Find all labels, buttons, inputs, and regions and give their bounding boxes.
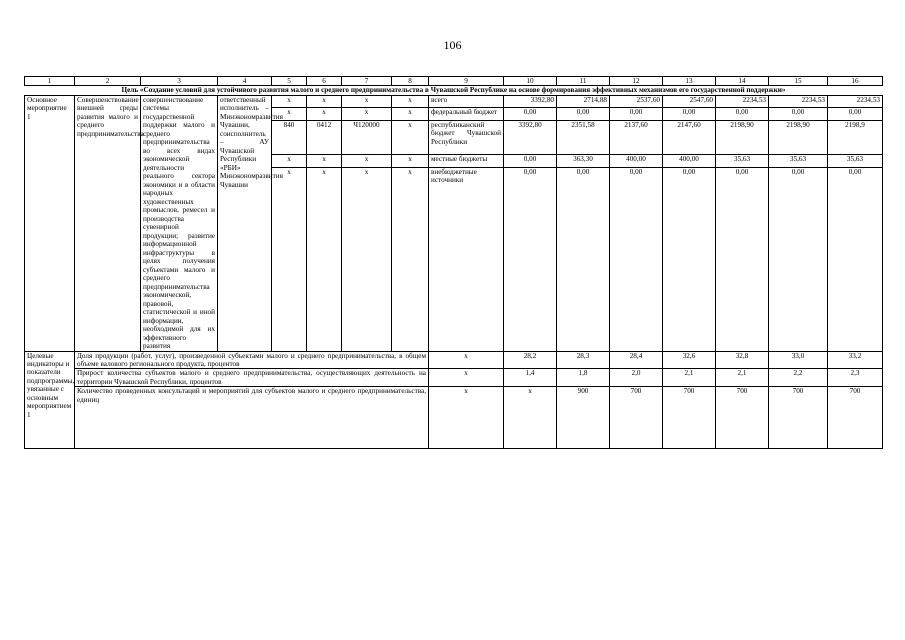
value-cell: 2234,53 — [828, 95, 883, 107]
value-cell: 0,00 — [716, 108, 769, 120]
header-cell: 15 — [769, 77, 828, 86]
code-cell: x — [307, 155, 342, 167]
value-cell: 2,3 — [828, 369, 883, 387]
code-cell: 840 — [272, 120, 307, 154]
value-cell: 2547,60 — [663, 95, 716, 107]
code-cell: Ч120000 — [342, 120, 392, 154]
value-cell: 0,00 — [663, 108, 716, 120]
header-cell: 7 — [342, 77, 392, 86]
value-cell: 35,63 — [769, 155, 828, 167]
activity-label: Основное мероприятие 1 — [25, 95, 75, 351]
code-cell: x — [307, 108, 342, 120]
value-cell: 3392,80 — [504, 120, 557, 154]
value-cell: 32,8 — [716, 351, 769, 369]
header-cell: 16 — [828, 77, 883, 86]
goal-row — [25, 86, 883, 95]
value-cell: 1,8 — [557, 369, 610, 387]
indicator-text: Прирост количества субъектов малого и среднего предпринимательства, осуществляющих деятельность на территории Чувашской Республики, процентов — [75, 369, 429, 387]
value-cell: 0,00 — [828, 167, 883, 351]
value-cell: 2234,53 — [769, 95, 828, 107]
header-cell: 13 — [663, 77, 716, 86]
column-number-row — [25, 77, 883, 86]
code-cell: x — [272, 155, 307, 167]
header-cell: 10 — [504, 77, 557, 86]
funding-source: республиканский бюджет Чувашской Республики — [429, 120, 504, 154]
header-cell: 8 — [392, 77, 429, 86]
value-cell: 0,00 — [769, 108, 828, 120]
header-cell: 6 — [307, 77, 342, 86]
value-cell: 2537,60 — [610, 95, 663, 107]
value-cell: 2,1 — [663, 369, 716, 387]
indicators-label: Целевые индикаторы и показатели подпрограммы, увязанные с основным мероприятием 1 — [25, 351, 75, 449]
value-cell: 400,00 — [610, 155, 663, 167]
header-cell: 11 — [557, 77, 610, 86]
header-cell: 14 — [716, 77, 769, 86]
value-cell: 28,2 — [504, 351, 557, 369]
header-cell: 2 — [75, 77, 141, 86]
value-cell: 2351,58 — [557, 120, 610, 154]
value-cell: 0,00 — [769, 167, 828, 351]
funding-source: федеральный бюджет — [429, 108, 504, 120]
code-cell: x — [342, 167, 392, 351]
code-cell: x — [272, 167, 307, 351]
code-cell: x — [272, 108, 307, 120]
value-cell: 0,00 — [557, 108, 610, 120]
code-cell: x — [392, 155, 429, 167]
value-cell: 700 — [716, 387, 769, 449]
value-cell: 2,0 — [610, 369, 663, 387]
value-cell: 32,6 — [663, 351, 716, 369]
value-cell: 2198,9 — [828, 120, 883, 154]
value-cell: 400,00 — [663, 155, 716, 167]
header-cell: 3 — [141, 77, 218, 86]
header-cell: 5 — [272, 77, 307, 86]
value-cell: 33,2 — [828, 351, 883, 369]
value-cell: 700 — [828, 387, 883, 449]
value-cell: 0,00 — [610, 108, 663, 120]
value-cell: 700 — [769, 387, 828, 449]
code-cell: x — [307, 95, 342, 107]
value-cell: 700 — [610, 387, 663, 449]
value-cell: 900 — [557, 387, 610, 449]
value-cell: 2198,90 — [716, 120, 769, 154]
goal-title: Цель «Создание условий для устойчивого развития малого и среднего предпринимательства в Чувашской Республике на основе формирования эффективных механизмов его государственной поддержки» — [121, 86, 786, 95]
funding-row — [25, 95, 883, 107]
value-cell: 33,0 — [769, 351, 828, 369]
indicator-text: Доля продукции (работ, услуг), произведенной субъектами малого и среднего предпринимательства, в общем объеме валового регионального продукта, процентов — [75, 351, 429, 369]
code-cell: x — [392, 167, 429, 351]
funding-source: местные бюджеты — [429, 155, 504, 167]
activity-executors: ответственный исполнитель – Минэкономразвития Чувашии, соисполнитель – АУ Чувашской Республики «РБИ» Минэкономразвития Чувашии — [218, 95, 272, 351]
value-cell: 0,00 — [610, 167, 663, 351]
code-cell: x — [342, 155, 392, 167]
value-cell: 3392,80 — [504, 95, 557, 107]
indicator-row — [25, 369, 883, 387]
value-cell: 2137,60 — [610, 120, 663, 154]
value-cell: 1,4 — [504, 369, 557, 387]
value-cell: 363,30 — [557, 155, 610, 167]
value-cell: 2,2 — [769, 369, 828, 387]
code-cell: x — [392, 120, 429, 154]
value-cell: 0,00 — [828, 108, 883, 120]
code-cell: x — [342, 95, 392, 107]
value-cell: 0,00 — [557, 167, 610, 351]
value-cell: 0,00 — [504, 167, 557, 351]
page-number: 106 — [443, 38, 462, 52]
header-cell: 12 — [610, 77, 663, 86]
header-cell: 4 — [218, 77, 272, 86]
code-cell: 0412 — [307, 120, 342, 154]
header-cell: 9 — [429, 77, 504, 86]
indicator-mark: x — [429, 387, 504, 449]
funding-source: всего — [429, 95, 504, 107]
value-cell: 0,00 — [504, 108, 557, 120]
funding-source: внебюджетные источники — [429, 167, 504, 351]
code-cell: x — [307, 167, 342, 351]
value-cell: 0,00 — [663, 167, 716, 351]
program-table — [24, 76, 883, 449]
indicator-row — [25, 351, 883, 369]
value-cell: 2234,53 — [716, 95, 769, 107]
header-cell: 1 — [25, 77, 75, 86]
value-cell: 28,3 — [557, 351, 610, 369]
value-cell: 2,1 — [716, 369, 769, 387]
indicator-row — [25, 387, 883, 449]
value-cell: 0,00 — [716, 167, 769, 351]
value-cell: 35,63 — [716, 155, 769, 167]
indicator-text: Количество проведенных консультаций и мероприятий для субъектов малого и среднего предпринимательства, единиц — [75, 387, 429, 449]
code-cell: x — [342, 108, 392, 120]
value-cell: 2198,90 — [769, 120, 828, 154]
value-cell: 0,00 — [504, 155, 557, 167]
code-cell: x — [392, 95, 429, 107]
code-cell: x — [272, 95, 307, 107]
value-cell: 2147,60 — [663, 120, 716, 154]
indicator-mark: x — [429, 351, 504, 369]
activity-name: Совершенствование внешней среды развития малого и среднего предпринимательства — [75, 95, 141, 351]
value-cell: 700 — [663, 387, 716, 449]
value-cell: 35,63 — [828, 155, 883, 167]
indicator-mark: x — [429, 369, 504, 387]
activity-description: совершенствование системы государственной поддержки малого и среднего предпринимательства во всех видах экономической деятельности реального сектора экономики и в области народных художественных промыслов, ремесел и производства сувенирной продукции; развитие информационной инфраструктуры в целях получения субъектами малого и среднего предпринимательства экономической, правовой, статистической и иной информации, необходимой для их эффективного развития — [141, 95, 218, 351]
code-cell: x — [392, 108, 429, 120]
value-cell: 2714,88 — [557, 95, 610, 107]
value-cell: x — [504, 387, 557, 449]
value-cell: 28,4 — [610, 351, 663, 369]
